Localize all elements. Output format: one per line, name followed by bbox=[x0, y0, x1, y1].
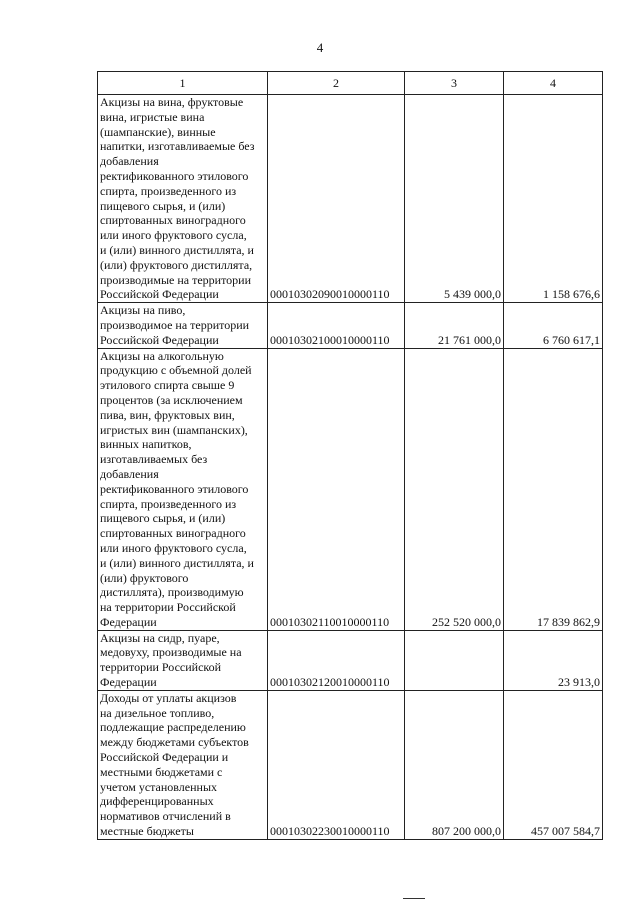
column-header-1: 1 bbox=[98, 72, 268, 95]
row-name-cell bbox=[98, 690, 268, 839]
table-row bbox=[98, 95, 603, 303]
column-header-2: 2 bbox=[268, 72, 405, 95]
row-name: Акцизы на пиво, производимое на территории Российской Федерации bbox=[100, 303, 250, 347]
row-code: 00010302230010000110 bbox=[268, 690, 405, 839]
footer-divider bbox=[403, 898, 425, 899]
revenue-table bbox=[97, 71, 603, 840]
table-row bbox=[98, 303, 603, 348]
row-value-col4: 23 913,0 bbox=[504, 630, 603, 690]
row-value-col3: 5 439 000,0 bbox=[405, 95, 504, 303]
row-value-col3 bbox=[405, 630, 504, 690]
row-name-cell bbox=[98, 95, 268, 303]
row-name-cell bbox=[98, 348, 268, 630]
row-name-cell bbox=[98, 630, 268, 690]
row-value-col4: 6 760 617,1 bbox=[504, 303, 603, 348]
table-header-row bbox=[98, 72, 603, 95]
row-value-col4: 457 007 584,7 bbox=[504, 690, 603, 839]
table-row bbox=[98, 690, 603, 839]
row-name: Акцизы на вина, фруктовые вина, игристые вина (шампанские), винные напитки, изготавливаемые без добавления ректификованного этилового спирта, произведенного из пищевого сырья, и (или) спиртованных виноградного или иного фруктового сусла, и (или) винного дистиллята, и (или) фруктового дистиллята, производимые на территории Российской Федерации bbox=[100, 95, 255, 302]
row-value-col3: 21 761 000,0 bbox=[405, 303, 504, 348]
column-header-3: 3 bbox=[405, 72, 504, 95]
row-name: Акцизы на алкогольную продукцию с объемной долей этилового спирта свыше 9 процентов (за исключением пива, вин, фруктовых вин, игристых вин (шампанских), винных напитков, изготавливаемых без добавления ректификованного этилового спирта, произведенного из пищевого сырья, и (или) спиртованных виноградного или иного фруктового сусла, и (или) винного дистиллята, и (или) фруктового дистиллята), производимую на территории Российской Федерации bbox=[100, 348, 254, 629]
column-header-4: 4 bbox=[504, 72, 603, 95]
row-value-col4: 1 158 676,6 bbox=[504, 95, 603, 303]
row-name: Доходы от уплаты акцизов на дизельное топливо, подлежащие распределению между бюджетами субъектов Российской Федерации и местными бюджетами с учетом установленных дифференцированных нормативов отчислений в местные бюджеты bbox=[100, 690, 249, 839]
table-row bbox=[98, 348, 603, 630]
row-name-cell bbox=[98, 303, 268, 348]
row-name: Акцизы на сидр, пуаре, медовуху, производимые на территории Российской Федерации bbox=[100, 630, 242, 690]
row-value-col4: 17 839 862,9 bbox=[504, 348, 603, 630]
row-code: 00010302110010000110 bbox=[268, 348, 405, 630]
row-code: 00010302090010000110 bbox=[268, 95, 405, 303]
row-code: 00010302100010000110 bbox=[268, 303, 405, 348]
table-row bbox=[98, 630, 603, 690]
row-value-col3: 252 520 000,0 bbox=[405, 348, 504, 630]
page-number: 4 bbox=[316, 40, 324, 55]
row-value-col3: 807 200 000,0 bbox=[405, 690, 504, 839]
row-code: 00010302120010000110 bbox=[268, 630, 405, 690]
